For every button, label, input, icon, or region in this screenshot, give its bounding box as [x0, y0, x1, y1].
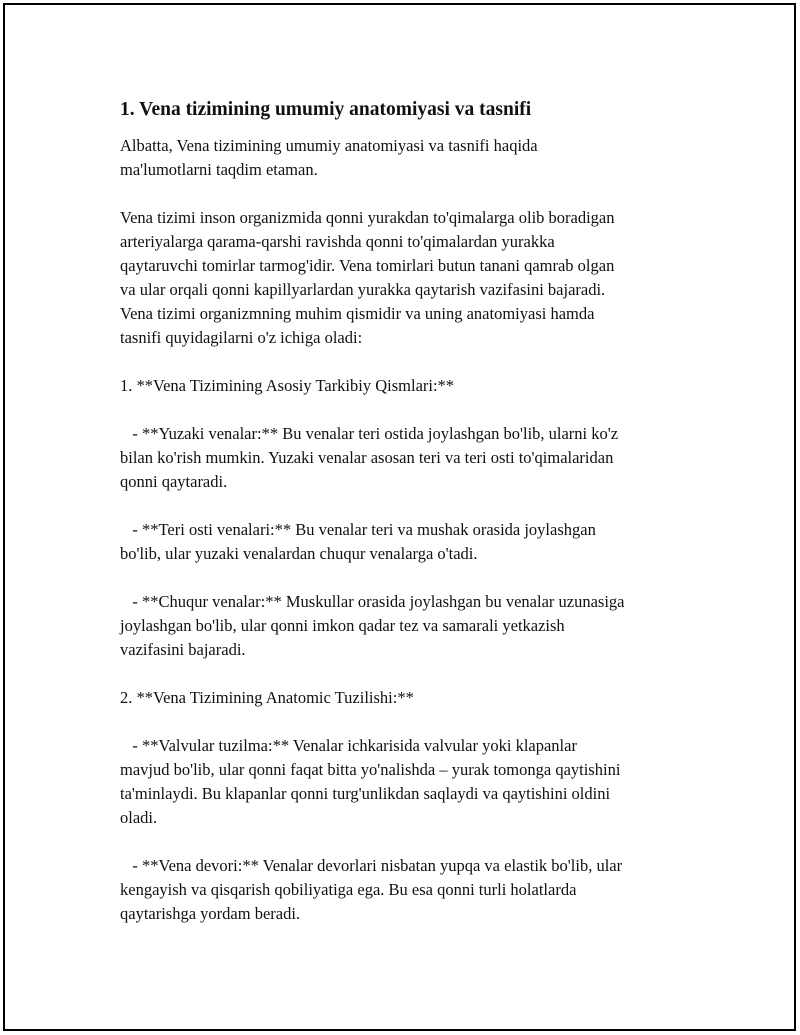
document-title: 1. Vena tizimining umumiy anatomiyasi va tasnifi [120, 99, 532, 120]
list-item-vein-wall: - **Vena devori:** Venalar devorlari nisbatan yupqa va elastik bo'lib, ular kengayish va qisqarish qobiliyatiga ega. Bu esa qonni turli holatlarda qaytarishga yordam beradi. [120, 856, 623, 923]
page-frame [3, 3, 796, 1031]
document-body [120, 97, 690, 926]
list-item-subcutaneous-veins: - **Teri osti venalari:** Bu venalar teri va mushak orasida joylashgan bo'lib, ular yuzaki venalardan chuqur venalarga o'tadi. [120, 520, 596, 563]
list-item-superficial-veins: - **Yuzaki venalar:** Bu venalar teri ostida joylashgan bo'lib, ularni ko'z bilan ko'rish mumkin. Yuzaki venalar asosan teri va teri osti to'qimalaridan qonni qaytaradi. [120, 424, 619, 491]
section-heading-2: 2. **Vena Tizimining Anatomic Tuzilishi:** [120, 688, 414, 707]
list-item-valves: - **Valvular tuzilma:** Venalar ichkarisida valvular yoki klapanlar mavjud bo'lib, ular qonni faqat bitta yo'nalishda – yurak tomonga qaytishini ta'minlaydi. Bu klapanlar qonni turg'unlikdan saqlaydi va qaytishini oldini oladi. [120, 736, 621, 827]
description-paragraph: Vena tizimi inson organizmida qonni yurakdan to'qimalarga olib boradigan arteriyalarga qarama-qarshi ravishda qonni to'qimalardan yurakka qaytaruvchi tomirlar tarmog'idir. Vena tomirlari butun tanani qamrab olgan va ular orqali qonni kapillyarlardan yurakka qaytarish vazifasini bajaradi. Vena tizimi organizmning muhim qismidir va uning anatomiyasi hamda tasnifi quyidagilarni o'z ichiga oladi: [120, 208, 615, 347]
section-heading-1: 1. **Vena Tizimining Asosiy Tarkibiy Qismlari:** [120, 376, 455, 395]
intro-paragraph: Albatta, Vena tizimining umumiy anatomiyasi va tasnifi haqida ma'lumotlarni taqdim etaman. [120, 136, 538, 179]
list-item-deep-veins: - **Chuqur venalar:** Muskullar orasida joylashgan bu venalar uzunasiga joylashgan bo'lib, ular qonni imkon qadar tez va samarali yetkazish vazifasini bajaradi. [120, 592, 625, 659]
